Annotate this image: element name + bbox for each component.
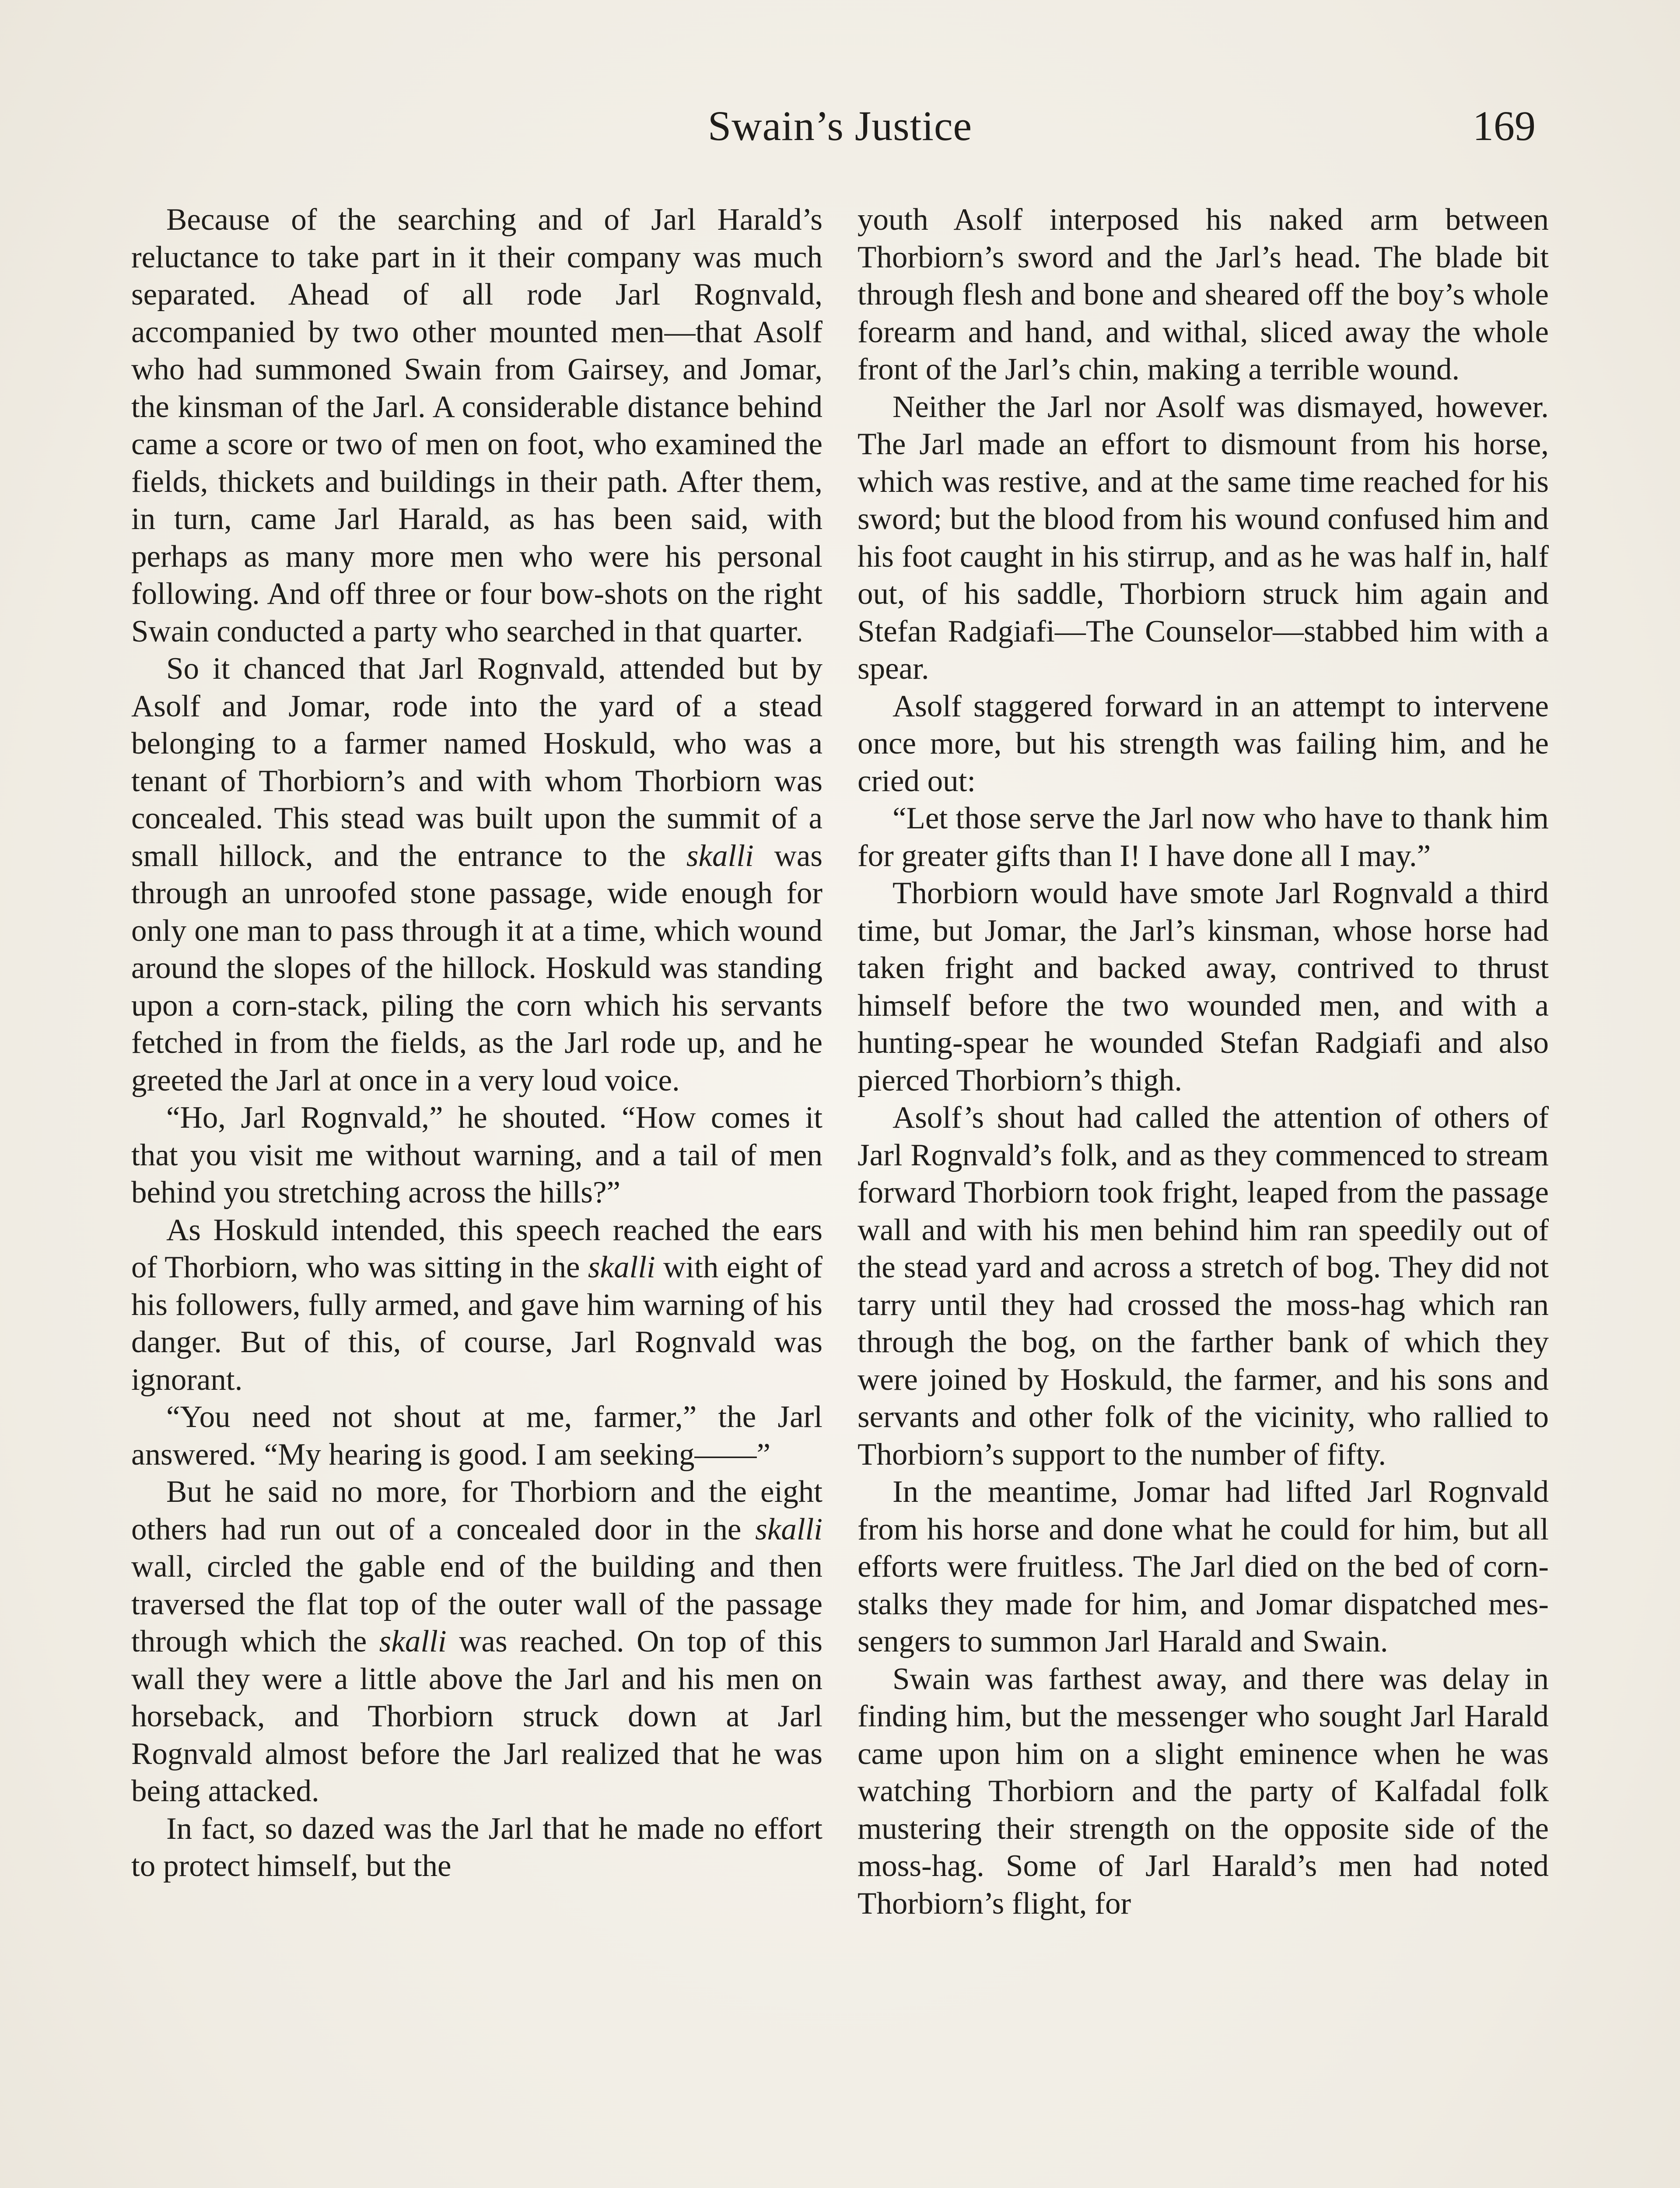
paragraph: So it chanced that Jarl Rognvald, attended but by Asolf and Jomar, rode into the yard of a stead belonging to a farmer named Hoskuld, who was a tenant of Thorbiorn’s and with whom Thorbiorn was concealed. This stead was built upon the summit of a small hillock, and the entrance to the skalli was through an unroofed stone passage, wide enough for only one man to pass through it at a time, which wound around the slopes of the hillock. Hoskuld was standing upon a corn-stack, piling the corn which his servants fetched in from the fields, as the Jarl rode up, and he greeted the Jarl at once in a very loud voice. (131, 652, 822, 1098)
paragraph: As Hoskuld intended, this speech reached the ears of Thorbiorn, who was sitting in the skalli with eight of his followers, fully armed, and gave him warning of his danger. But of this, of course, Jarl Rognvald was ignorant. (131, 1213, 822, 1397)
paragraph: Neither the Jarl nor Asolf was dismayed, however. The Jarl made an effort to dismount from his horse, which was restive, and at the same time reached for his sword; but the blood from his wound confused him and his foot caught in his stirrup, and as he was half in, half out, of his saddle, Thorbiorn struck him again and Stefan Radgiafi—The Counselor—stabbed him with a spear. (858, 389, 1549, 686)
paragraph: But he said no more, for Thorbiorn and the eight others had run out of a concealed door in the skalli wall, circled the gable end of the building and then traversed the flat top of the outer wall of the passage through which the skalli was reached. On top of this wall they were a little above the Jarl and his men on horseback, and Thorbiorn struck down at Jarl Rognvald almost before the Jarl realized that he was being attacked. (131, 1475, 822, 1808)
paragraph-continued: youth Asolf interposed his naked arm between Thorbiorn’s sword and the Jarl’s head. The blade bit through flesh and bone and sheared off the boy’s whole forearm and hand, and withal, sliced away the whole front of the Jarl’s chin, making a terrible wound. (858, 203, 1549, 386)
text-columns (131, 201, 1549, 2188)
paragraph: Asolf staggered forward in an attempt to intervene once more, but his strength was failing him, and he cried out: (858, 689, 1549, 798)
paragraph: “You need not shout at me, farmer,” the Jarl answered. “My hearing is good. I am seeking——” (131, 1400, 822, 1472)
left-column (131, 201, 822, 2188)
paragraph: Because of the searching and of Jarl Harald’s reluctance to take part in it their company was much separated. Ahead of all rode Jarl Rognvald, accompanied by two other mounted men—that Asolf who had summoned Swain from Gairsey, and Jomar, the kinsman of the Jarl. A considerable distance behind came a score or two of men on foot, who examined the fields, thickets and buildings in their path. After them, in turn, came Jarl Harald, as has been said, with perhaps as many more men who were his personal following. And off three or four bow-shots on the right Swain conducted a party who searched in that quarter. (131, 203, 822, 649)
paragraph: Asolf’s shout had called the attention of others of Jarl Rognvald’s folk, and as they commenced to stream forward Thorbiorn took fright, leaped from the passage wall and with his men behind him ran speedily out of the stead yard and across a stretch of bog. They did not tarry until they had crossed the moss-hag which ran through the bog, on the farther bank of which they were joined by Hoskuld, the farmer, and his sons and servants and other folk of the vicinity, who rallied to Thorbiorn’s support to the number of fifty. (858, 1101, 1549, 1472)
paragraph: In the meantime, Jomar had lifted Jarl Rognvald from his horse and done what he could for him, but all efforts were fruitless. The Jarl died on the bed of corn-stalks they made for him, and Jomar dispatched messengers to summon Jarl Harald and Swain. (858, 1475, 1549, 1659)
paragraph: “Ho, Jarl Rognvald,” he shouted. “How comes it that you visit me without warning, and a tail of men behind you stretching across the hills?” (131, 1101, 822, 1210)
paragraph: In fact, so dazed was the Jarl that he made no effort to protect himself, but the (131, 1811, 822, 1883)
page-number: 169 (1473, 102, 1536, 149)
right-column (858, 201, 1549, 2188)
paragraph: Swain was farthest away, and there was delay in finding him, but the messenger who sought Jarl Harald came upon him on a slight eminence when he was watching Thorbiorn and the party of Kalfadal folk mustering their strength on the opposite side of the moss-hag. Some of Jarl Harald’s men had noted Thorbiorn’s flight, for (858, 1662, 1549, 1921)
paragraph: “Let those serve the Jarl now who have to thank him for greater gifts than I! I have done all I may.” (858, 801, 1549, 873)
running-title: Swain’s Justice (707, 102, 973, 149)
paragraph: Thorbiorn would have smote Jarl Rognvald a third time, but Jomar, the Jarl’s kinsman, whose horse had taken fright and backed away, contrived to thrust himself before the two wounded men, and with a hunting-spear he wounded Stefan Radgiafi and also pierced Thorbiorn’s thigh. (858, 876, 1549, 1098)
